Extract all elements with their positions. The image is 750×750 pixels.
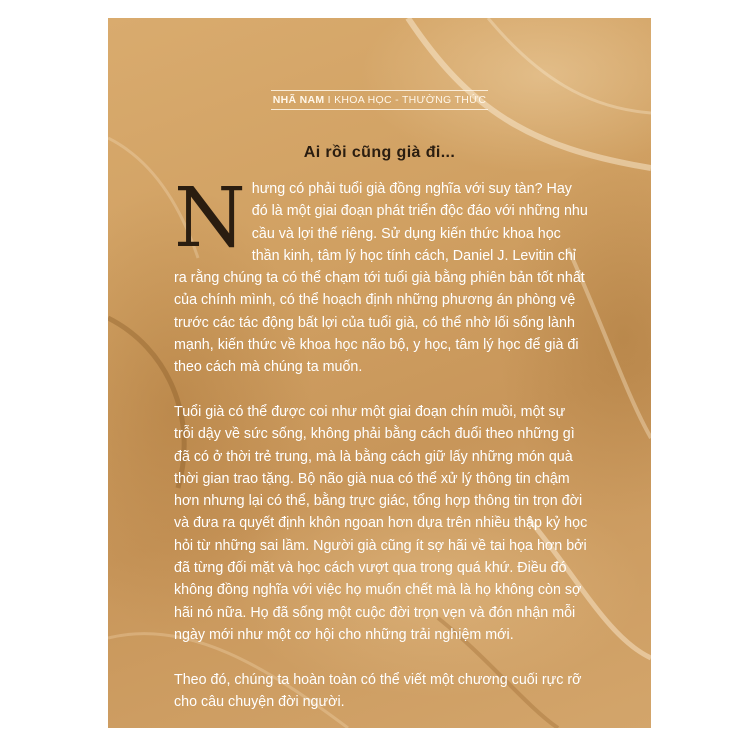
publisher-line <box>271 90 489 110</box>
paragraph-2: Tuổi già có thể được coi như một giai đoạn chín muồi, một sự trỗi dậy về sức sống, không phải bằng cách đuổi theo những gì đã có ở thời trẻ trung, mà là bằng cách giữ lấy những món quà thời gian trao tặng. Bộ não già nua có thể xử lý thông tin chậm hơn nhưng lại có thể, bằng trực giác, tổng hợp thông tin trọn đời và đưa ra quyết định khôn ngoan hơn dựa trên nhiều thập kỷ học hỏi từ những sai lầm. Người già cũng ít sợ hãi về tai họa hơn bởi đã từng đối mặt và học cách vượt qua trong quá khứ. Điều đó không đồng nghĩa với việc họ muốn chết mà là họ không còn sợ hãi nó nữa. Họ đã sống một cuộc đời trọn vẹn và đón nhận mỗi ngày mới như một cơ hội cho những trải nghiệm mới. <box>174 403 588 643</box>
drop-cap: N <box>174 171 246 266</box>
publisher-name: NHÃ NAM <box>272 94 325 106</box>
book-blurb-title: Ai rồi cũng già đi... <box>303 144 456 161</box>
blurb-body <box>174 171 588 728</box>
publisher-header <box>108 90 651 110</box>
paragraph-1-text: hưng có phải tuổi già đồng nghĩa với suy tàn? Hay đó là một giai đoạn phát triển độc đáo với những nhu cầu và lợi thế riêng. Sử dụng kiến thức khoa học thần kinh, tâm lý học tính cách, Daniel J. Levitin chỉ ra rằng chúng ta có thể chạm tới tuổi già bằng phiên bản tốt nhất của chính mình, có thể hoạch định những phương án phòng vệ trước các tác động bất lợi của tuổi già, có thể nhờ lối sống lành mạnh, kiến thức về khoa học não bộ, y học, tâm lý học để già đi theo cách mà chúng ta muốn. <box>174 181 588 376</box>
publisher-category: KHOA HỌC - THƯỜNG THỨC <box>334 94 487 106</box>
paragraph-3: Theo đó, chúng ta hoàn toàn có thể viết một chương cuối rực rỡ cho câu chuyện đời người. <box>174 671 582 710</box>
book-back-cover <box>108 18 651 728</box>
paragraph-1 <box>174 171 588 379</box>
header-separator: I <box>327 94 331 106</box>
